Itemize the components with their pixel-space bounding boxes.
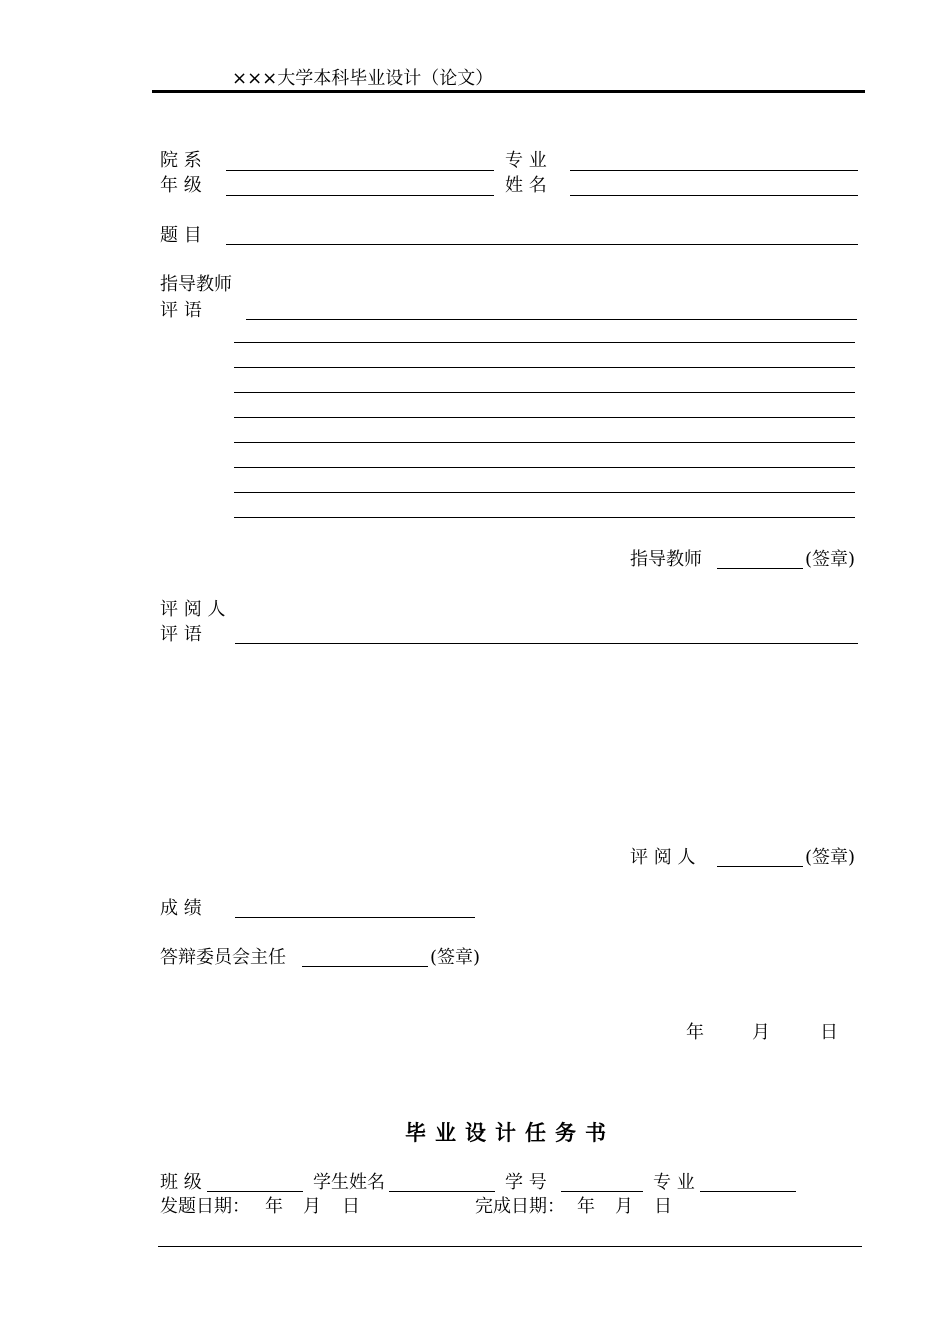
task-complete-date-label: 完成日期： [475, 1196, 565, 1217]
grade-label: 年 级 [160, 175, 202, 196]
date-year-label: 年 [686, 1022, 704, 1043]
header-rule [152, 90, 865, 93]
committee-chair-sign-field[interactable] [302, 966, 428, 967]
name-field[interactable] [570, 195, 858, 196]
task-complete-day: 日 [654, 1196, 672, 1217]
task-complete-month: 月 [615, 1196, 633, 1217]
major-label: 专 业 [505, 150, 547, 171]
task-student-name-label: 学生姓名 [313, 1172, 385, 1193]
task-complete-year: 年 [577, 1196, 595, 1217]
advisor-comment-line[interactable] [234, 392, 855, 393]
reviewer-comment-line[interactable] [235, 643, 858, 644]
date-day-label: 日 [820, 1022, 838, 1043]
committee-chair-sign-suffix: (签章) [430, 947, 481, 968]
task-class-label: 班 级 [160, 1172, 202, 1193]
reviewer-sign-suffix: (签章) [805, 847, 856, 868]
advisor-comment-line[interactable] [234, 342, 855, 343]
department-label: 院 系 [160, 150, 202, 171]
department-field[interactable] [226, 170, 494, 171]
score-label: 成 绩 [160, 898, 202, 919]
advisor-comment-line[interactable] [234, 442, 855, 443]
task-student-name-field[interactable] [389, 1191, 495, 1192]
document-header-title: ×××大学本科毕业设计（论文） [232, 68, 494, 89]
reviewer-sign-label: 评 阅 人 [630, 847, 696, 868]
committee-chair-label: 答辩委员会主任 [160, 947, 286, 968]
advisor-comment-line[interactable] [234, 367, 855, 368]
task-issue-year: 年 [265, 1196, 283, 1217]
reviewer-comment-label-line2: 评 语 [160, 624, 202, 645]
advisor-sign-field[interactable] [717, 568, 803, 569]
task-issue-date-label: 发题日期： [160, 1196, 250, 1217]
advisor-comment-line[interactable] [234, 417, 855, 418]
advisor-comment-line[interactable] [234, 492, 855, 493]
reviewer-comment-label-line1: 评 阅 人 [160, 599, 226, 620]
major-field[interactable] [570, 170, 858, 171]
task-book-title: 毕业设计任务书 [405, 1121, 615, 1145]
advisor-comment-label-line2: 评 语 [160, 300, 202, 321]
advisor-comment-line[interactable] [246, 319, 857, 320]
task-major-label: 专 业 [653, 1172, 695, 1193]
bottom-divider [158, 1246, 862, 1247]
reviewer-sign-field[interactable] [717, 866, 803, 867]
date-month-label: 月 [752, 1022, 770, 1043]
topic-label: 题 目 [160, 225, 202, 246]
advisor-sign-suffix: (签章) [805, 549, 856, 570]
task-class-field[interactable] [207, 1191, 303, 1192]
name-label: 姓 名 [505, 175, 547, 196]
task-issue-month: 月 [303, 1196, 321, 1217]
score-field[interactable] [235, 917, 475, 918]
task-student-id-field[interactable] [561, 1191, 643, 1192]
advisor-comment-line[interactable] [234, 517, 855, 518]
task-student-id-label: 学 号 [505, 1172, 547, 1193]
task-issue-day: 日 [342, 1196, 360, 1217]
topic-field[interactable] [226, 244, 858, 245]
task-major-field[interactable] [700, 1191, 796, 1192]
advisor-comment-label-line1: 指导教师 [160, 274, 232, 295]
advisor-sign-label: 指导教师 [630, 549, 702, 570]
advisor-comment-line[interactable] [234, 467, 855, 468]
grade-field[interactable] [226, 195, 494, 196]
